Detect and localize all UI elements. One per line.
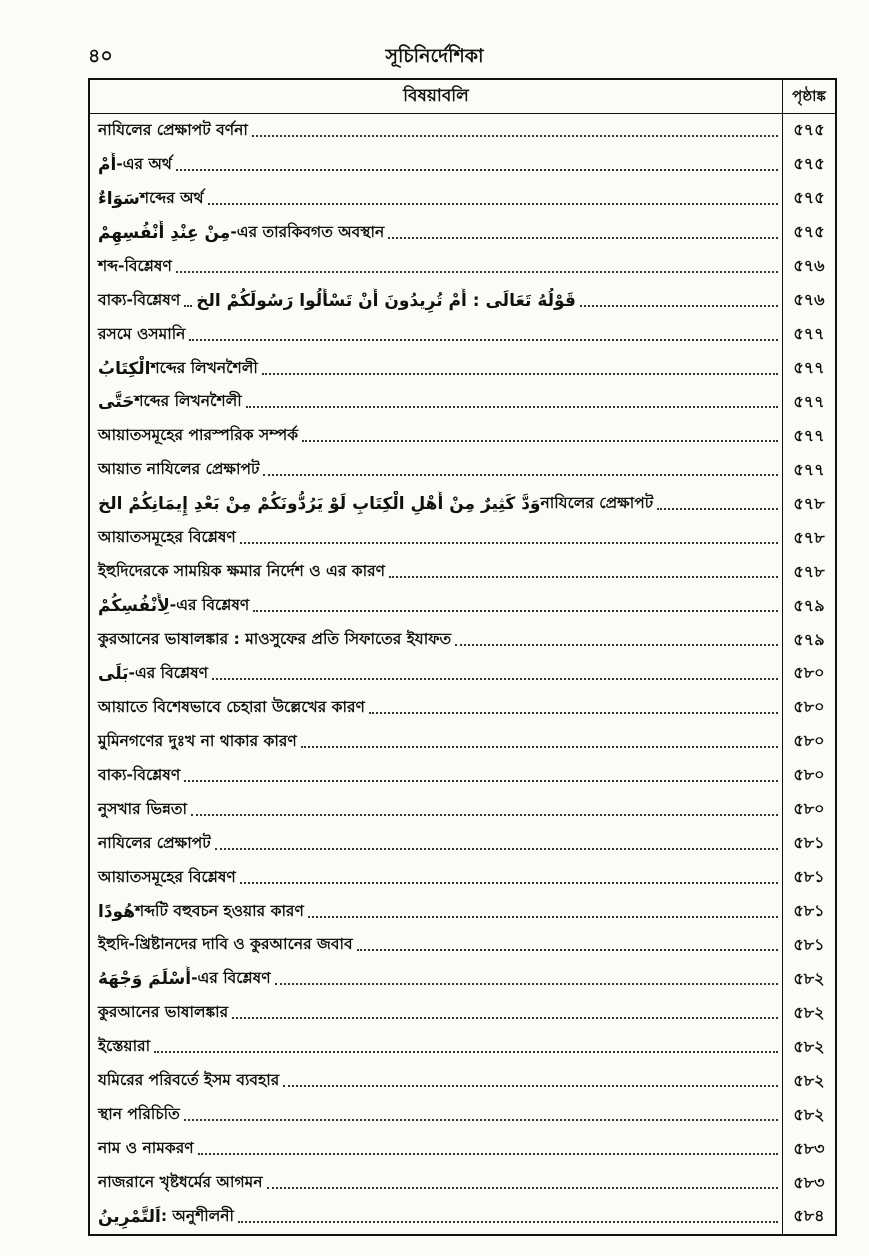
toc-entry-text: শব্দটি বহুবচন হওয়ার কারণ xyxy=(135,901,304,920)
toc-entry-title xyxy=(90,966,782,992)
dot-leader xyxy=(275,973,778,985)
toc-entries xyxy=(90,114,835,1234)
running-title: সূচিনির্দেশিকা xyxy=(385,45,484,67)
dot-leader xyxy=(369,702,778,714)
toc-entry xyxy=(90,419,835,453)
toc-entry-page: ৫৭৫ xyxy=(782,148,835,182)
toc-entry-title xyxy=(90,695,782,721)
dot-leader xyxy=(189,329,778,341)
toc-entry-title xyxy=(90,423,782,449)
toc-entry-title xyxy=(90,729,782,755)
toc-entry-text: যমিরের পরিবর্তে ইসম ব্যবহার xyxy=(98,1071,280,1090)
toc-entry-arabic: مِنْ عِنْدِ أَنْفُسِهِمْ xyxy=(98,222,231,243)
toc-entry-text: শব্দের লিখনশৈলী xyxy=(150,358,258,377)
toc-entry-arabic: هُودًا xyxy=(98,901,135,922)
toc-entry-text: নাম ও নামকরণ xyxy=(98,1139,194,1158)
toc-entry xyxy=(90,148,835,182)
toc-entry-title xyxy=(90,1170,782,1196)
toc-entry-title xyxy=(90,899,782,925)
dot-leader xyxy=(455,634,778,646)
toc-entry-page: ৫৭৫ xyxy=(782,182,835,216)
toc-entry-title xyxy=(90,1204,782,1230)
toc-entry-title xyxy=(90,1136,782,1162)
toc-entry-title xyxy=(90,559,782,585)
toc-entry-text: কুরআনের ভাষালঙ্কার xyxy=(98,1003,229,1022)
toc-entry-title xyxy=(90,356,782,382)
dot-leader xyxy=(154,1041,778,1053)
dot-leader xyxy=(176,159,778,171)
toc-entry-page: ৫৮০ xyxy=(782,793,835,827)
toc-entry-text: ইহুদি-খ্রিষ্টানদের দাবি ও কুরআনের জবাব xyxy=(98,935,353,954)
dot-leader xyxy=(198,1143,778,1155)
toc-entry-arabic: بَلَى xyxy=(98,663,129,684)
toc-entry-title xyxy=(90,254,782,280)
toc-entry-title xyxy=(90,831,782,857)
toc-entry xyxy=(90,657,835,691)
toc-entry xyxy=(90,725,835,759)
toc-entry-text: : অনুশীলনী xyxy=(160,1206,234,1225)
toc-entry-text: ইহুদিদেরকে সাময়িক ক্ষমার নির্দেশ ও এর কারণ xyxy=(98,562,386,581)
toc-entry xyxy=(90,1064,835,1098)
toc-entry-text: আয়াতে বিশেষভাবে চেহারা উল্লেখের কারণ xyxy=(98,697,365,716)
toc-entry-page: ৫৭৮ xyxy=(782,521,835,555)
toc-entry-text: কুরআনের ভাষালঙ্কার : মাওসুফের প্রতি সিফাতের ইযাফত xyxy=(98,630,452,649)
toc-entry-text: শব্দের লিখনশৈলী xyxy=(134,392,242,411)
toc-entry-arabic: أَمْ xyxy=(98,154,117,175)
toc-entry-text: স্থান পরিচিতি xyxy=(98,1105,180,1124)
toc-entry xyxy=(90,555,835,589)
toc-entry-text: নাযিলের প্রেক্ষাপট বর্ণনা xyxy=(98,120,248,139)
toc-entry xyxy=(90,1200,835,1234)
toc-entry xyxy=(90,827,835,861)
toc-entry-text: আয়াতসমূহের বিশ্লেষণ xyxy=(98,867,236,886)
toc-entry-page: ৫৮২ xyxy=(782,1098,835,1132)
dot-leader xyxy=(246,396,778,408)
dot-leader xyxy=(184,1109,778,1121)
toc-entry xyxy=(90,284,835,318)
toc-entry-arabic: حَتَّى xyxy=(98,392,135,413)
toc-entry-arabic: الْكِتَابُ xyxy=(98,358,151,379)
toc-entry-title xyxy=(90,152,782,178)
toc-entry-title xyxy=(90,457,782,483)
toc-entry xyxy=(90,352,835,386)
toc-entry-page: ৫৭৬ xyxy=(782,250,835,284)
toc-entry-text: নাযিলের প্রেক্ষাপট xyxy=(540,494,654,513)
dot-leader xyxy=(191,804,778,816)
toc-entry-arabic: قَوْلُهُ تَعَالَى : أَمْ تُرِيدُونَ أَنْ تَسْأَلُوا رَسُولَكُمْ الخ xyxy=(196,290,576,311)
toc-entry xyxy=(90,996,835,1030)
toc-entry-arabic: وَدَّ كَثِيرٌ مِنْ أَهْلِ الْكِتَابِ لَوْ يَرُدُّونَكُمْ مِنْ بَعْدِ إِيمَانِكُمْ الخ xyxy=(98,494,541,515)
dot-leader xyxy=(262,363,778,375)
toc-entry-title xyxy=(90,1000,782,1026)
dot-leader xyxy=(657,498,778,510)
dot-leader xyxy=(263,464,778,476)
table-header-row xyxy=(90,80,835,114)
toc-entry-page: ৫৮২ xyxy=(782,1030,835,1064)
dot-leader xyxy=(580,295,778,307)
toc-entry-text: -এর বিশ্লেষণ xyxy=(191,969,271,988)
toc-entry-page: ৫৮০ xyxy=(782,657,835,691)
toc-entry xyxy=(90,1098,835,1132)
toc-entry-text: রসমে ওসমানি xyxy=(98,324,186,343)
toc-entry xyxy=(90,929,835,963)
toc-entry-title xyxy=(90,389,782,415)
toc-entry-page: ৫৮২ xyxy=(782,1064,835,1098)
toc-entry-page: ৫৭৭ xyxy=(782,318,835,352)
toc-entry xyxy=(90,250,835,284)
toc-entry-page: ৫৭৬ xyxy=(782,284,835,318)
toc-entry xyxy=(90,1166,835,1200)
dot-leader xyxy=(301,736,778,748)
toc-entry-page: ৫৮১ xyxy=(782,827,835,861)
dot-leader xyxy=(232,1007,778,1019)
toc-entry-text: আয়াত নাযিলের প্রেক্ষাপট xyxy=(98,460,260,479)
toc-entry-title xyxy=(90,763,782,789)
toc-entry-page: ৫৮১ xyxy=(782,929,835,963)
toc-entry xyxy=(90,895,835,929)
toc-entry-arabic: أَسْلَمَ وَجْهَهُ xyxy=(98,969,192,990)
dot-leader xyxy=(267,1177,778,1189)
toc-entry-title xyxy=(90,186,782,212)
toc-entry-page: ৫৮০ xyxy=(782,759,835,793)
toc-entry-title xyxy=(90,593,782,619)
table-of-contents xyxy=(88,78,837,1236)
toc-entry xyxy=(90,759,835,793)
toc-entry xyxy=(90,589,835,623)
toc-entry-page: ৫৮২ xyxy=(782,996,835,1030)
toc-entry-arabic: اَلتَّمْرِينُ xyxy=(98,1206,161,1227)
toc-entry xyxy=(90,1132,835,1166)
toc-entry-text: শব্দ-বিশ্লেষণ xyxy=(98,256,172,275)
dot-leader xyxy=(184,295,192,307)
dot-leader xyxy=(252,125,778,137)
dot-leader xyxy=(240,532,778,544)
toc-entry-page: ৫৭৭ xyxy=(782,386,835,420)
dot-leader xyxy=(208,193,778,205)
toc-entry-page: ৫৭৭ xyxy=(782,352,835,386)
toc-entry-title xyxy=(90,932,782,958)
toc-entry xyxy=(90,487,835,521)
dot-leader xyxy=(389,566,778,578)
toc-entry-title xyxy=(90,1102,782,1128)
dot-leader xyxy=(215,838,778,850)
toc-entry-page: ৫৭৯ xyxy=(782,589,835,623)
toc-entry-text: -এর বিশ্লেষণ xyxy=(169,596,250,615)
toc-entry-page: ৫৭৫ xyxy=(782,114,835,148)
toc-entry-text: আয়াতসমূহের পারস্পরিক সম্পর্ক xyxy=(98,426,299,445)
toc-entry-text: -এর তারকিবগত অবস্থান xyxy=(230,222,385,241)
toc-entry xyxy=(90,691,835,725)
toc-entry-page: ৫৮১ xyxy=(782,895,835,929)
toc-entry-text: -এর অর্থ xyxy=(116,154,172,173)
dot-leader xyxy=(388,227,778,239)
column-header-topics: বিষয়াবলি xyxy=(403,86,469,106)
toc-entry-text: আয়াতসমূহের বিশ্লেষণ xyxy=(98,528,236,547)
toc-entry-page: ৫৮১ xyxy=(782,861,835,895)
dot-leader xyxy=(357,939,778,951)
column-header-page: পৃষ্ঠাঙ্ক xyxy=(782,80,835,113)
toc-entry-page: ৫৭৯ xyxy=(782,623,835,657)
toc-entry-title xyxy=(90,525,782,551)
toc-entry-page: ৫৭৮ xyxy=(782,487,835,521)
toc-entry-page: ৫৮০ xyxy=(782,725,835,759)
toc-entry-title xyxy=(90,865,782,891)
toc-entry-arabic: لِأَنْفُسِكُمْ xyxy=(98,596,170,617)
toc-entry-text: বাক্য-বিশ্লেষণ xyxy=(98,765,181,784)
toc-entry-title xyxy=(90,220,782,246)
dot-leader xyxy=(283,1075,778,1087)
toc-entry xyxy=(90,1030,835,1064)
toc-entry xyxy=(90,216,835,250)
dot-leader xyxy=(308,906,778,918)
dot-leader xyxy=(302,430,778,442)
toc-entry-title xyxy=(90,1068,782,1094)
toc-entry xyxy=(90,386,835,420)
toc-entry-page: ৫৭৭ xyxy=(782,453,835,487)
toc-entry-title xyxy=(90,797,782,823)
dot-leader xyxy=(184,770,778,782)
toc-entry-text: নুসখার ভিন্নতা xyxy=(98,799,188,818)
toc-entry-text: ইস্তেয়ারা xyxy=(98,1037,151,1056)
toc-entry xyxy=(90,793,835,827)
toc-entry-text: নাজরানে খৃষ্টধর্মের আগমন xyxy=(98,1173,263,1192)
toc-entry xyxy=(90,521,835,555)
toc-entry xyxy=(90,182,835,216)
toc-entry-page: ৫৭৮ xyxy=(782,555,835,589)
toc-entry xyxy=(90,861,835,895)
toc-entry-page: ৫৮২ xyxy=(782,962,835,996)
toc-entry-title xyxy=(90,1034,782,1060)
toc-entry xyxy=(90,623,835,657)
dot-leader xyxy=(253,600,778,612)
dot-leader xyxy=(240,872,778,884)
toc-entry xyxy=(90,114,835,148)
toc-entry-page: ৫৭৭ xyxy=(782,419,835,453)
page-number: ৪০ xyxy=(88,45,113,67)
dot-leader xyxy=(176,261,778,273)
toc-entry xyxy=(90,453,835,487)
toc-entry-title xyxy=(90,322,782,348)
toc-entry-page: ৫৭৫ xyxy=(782,216,835,250)
toc-entry-title xyxy=(90,491,782,517)
toc-entry-text: -এর বিশ্লেষণ xyxy=(128,663,209,682)
toc-entry-text: মুমিনগণের দুঃখ না থাকার কারণ xyxy=(98,731,297,750)
toc-entry-title xyxy=(90,627,782,653)
toc-entry-title xyxy=(90,118,782,144)
toc-entry-title xyxy=(90,288,782,314)
dot-leader xyxy=(238,1211,778,1223)
toc-entry-text: শব্দের অর্থ xyxy=(139,188,204,207)
dot-leader xyxy=(212,668,778,680)
toc-entry xyxy=(90,962,835,996)
toc-entry-page: ৫৮৩ xyxy=(782,1132,835,1166)
toc-entry-page: ৫৮০ xyxy=(782,691,835,725)
toc-entry xyxy=(90,318,835,352)
toc-entry-text: নাযিলের প্রেক্ষাপট xyxy=(98,833,211,852)
toc-entry-arabic: سَوَاءٌ xyxy=(98,188,140,209)
toc-entry-page: ৫৮৩ xyxy=(782,1166,835,1200)
toc-entry-text: বাক্য-বিশ্লেষণ xyxy=(98,290,181,309)
toc-entry-title xyxy=(90,661,782,687)
toc-entry-page: ৫৮৪ xyxy=(782,1200,835,1234)
